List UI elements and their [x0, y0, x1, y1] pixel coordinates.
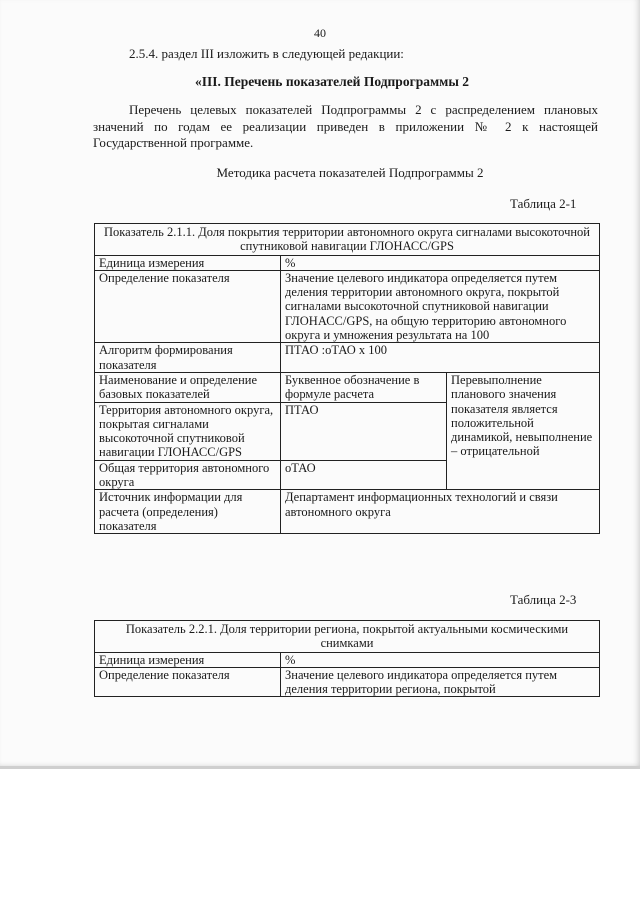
- source-label: Источник информации для расчета (определения) показателя: [95, 490, 281, 534]
- indicator-table-2-1: [94, 223, 600, 534]
- table2-caption: Таблица 2-3: [510, 592, 577, 607]
- row2-symbol: оТАО: [281, 460, 447, 490]
- definition-label: Определение показателя: [95, 667, 281, 697]
- base-symbol-label: Буквенное обозначение в формуле расчета: [281, 372, 447, 402]
- table-header: Показатель 2.2.1. Доля территории региона, покрытой актуальными космическими снимками: [95, 621, 600, 653]
- page-number: 40: [314, 26, 326, 40]
- section-heading: «III. Перечень показателей Подпрограммы 2: [195, 74, 470, 89]
- source-value: Департамент информационных технологий и связи автономного округа: [281, 490, 600, 534]
- table-header: Показатель 2.1.1. Доля покрытия территории автономного округа сигналами высокоточной спутниковой навигации ГЛОНАСС/GPS: [95, 224, 600, 256]
- intro-line: 2.5.4. раздел III изложить в следующей редакции:: [129, 46, 404, 61]
- unit-value: %: [281, 652, 600, 667]
- table-row: [95, 372, 600, 402]
- table-row: [95, 667, 600, 697]
- methodology-heading: Методика расчета показателей Подпрограммы 2: [216, 165, 484, 180]
- table-row: [95, 621, 600, 653]
- definition-value: Значение целевого индикатора определяется путем деления территории автономного округа, покрытой сигналами высокоточной спутниковой навигации ГЛОНАСС/GPS, на общую территорию автономного округа и умножения результата на 100: [281, 270, 600, 342]
- unit-label: Единица измерения: [95, 255, 281, 270]
- row1-label: Территория автономного округа, покрытая сигналами высокоточной спутниковой навигации ГЛОНАСС/GPS: [95, 402, 281, 460]
- table-row: [95, 490, 600, 534]
- base-note: Перевыполнение планового значения показателя является положительной динамикой, невыполнение – отрицательной: [447, 372, 600, 489]
- unit-value: %: [281, 255, 600, 270]
- definition-value: Значение целевого индикатора определяется путем деления территории региона, покрытой: [281, 667, 600, 697]
- table-row: [95, 224, 600, 256]
- base-label: Наименование и определение базовых показателей: [95, 372, 281, 402]
- algorithm-value: ПТАО :оТАО х 100: [281, 343, 600, 373]
- row1-symbol: ПТАО: [281, 402, 447, 460]
- table-row: [95, 652, 600, 667]
- algorithm-label: Алгоритм формирования показателя: [95, 343, 281, 373]
- page-edge: [0, 766, 640, 769]
- table-row: [95, 270, 600, 342]
- unit-label: Единица измерения: [95, 652, 281, 667]
- indicator-table-2-3: [94, 620, 600, 697]
- definition-label: Определение показателя: [95, 270, 281, 342]
- table1-caption: Таблица 2-1: [510, 196, 577, 211]
- row2-label: Общая территория автономного округа: [95, 460, 281, 490]
- table-row: [95, 343, 600, 373]
- intro-paragraph: Перечень целевых показателей Подпрограммы 2 с распределением плановых значений по годам ее реализации приведен в приложении № 2 к настоящей Государственной программе.: [93, 102, 598, 150]
- table-row: [95, 255, 600, 270]
